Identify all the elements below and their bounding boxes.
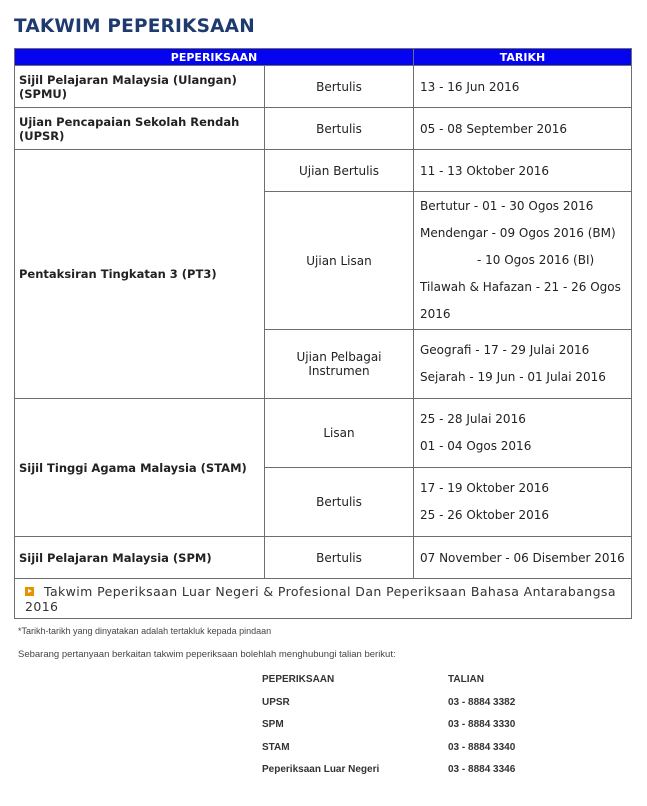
exam-dates xyxy=(414,468,632,537)
exam-component: Bertulis xyxy=(265,537,414,579)
contact-header-row xyxy=(262,673,515,696)
orange-arrow-icon xyxy=(25,587,34,596)
exam-component: Bertulis xyxy=(265,66,414,108)
exam-calendar-table xyxy=(14,48,632,619)
date-line: 01 - 04 Ogos 2016 xyxy=(420,439,532,453)
contact-phone: 03 - 8884 3382 xyxy=(448,696,516,708)
table-row xyxy=(15,150,632,192)
contact-name: STAM xyxy=(262,741,290,753)
date-line: Sejarah - 19 Jun - 01 Julai 2016 xyxy=(420,370,606,384)
exam-component: Lisan xyxy=(265,399,414,468)
table-row xyxy=(15,108,632,150)
table-row xyxy=(15,579,632,619)
header-peperiksaan: PEPERIKSAAN xyxy=(15,49,414,66)
exam-date: 07 November - 06 Disember 2016 xyxy=(414,537,632,579)
exam-component: Bertulis xyxy=(265,108,414,150)
page-title: TAKWIM PEPERIKSAAN xyxy=(14,16,255,37)
exam-name: Sijil Pelajaran Malaysia (SPM) xyxy=(15,537,265,579)
contact-header-phone: TALIAN xyxy=(448,674,484,685)
contact-phone: 03 - 8884 3340 xyxy=(448,741,516,753)
table-header-row xyxy=(15,49,632,66)
table-row xyxy=(15,66,632,108)
date-line: Geografi - 17 - 29 Julai 2016 xyxy=(420,343,590,357)
contact-row xyxy=(262,696,515,719)
contact-table xyxy=(262,673,515,786)
date-line: Mendengar - 09 Ogos 2016 (BM) xyxy=(420,226,616,240)
international-exam-link-cell xyxy=(15,579,632,619)
date-line: Tilawah & Hafazan - 21 - 26 Ogos 2016 xyxy=(420,280,621,321)
date-line: 25 - 28 Julai 2016 xyxy=(420,412,526,426)
contact-phone: 03 - 8884 3330 xyxy=(448,719,516,730)
contact-header-exam: PEPERIKSAAN xyxy=(262,674,335,685)
date-line: - 10 Ogos 2016 (BI) xyxy=(477,253,595,267)
contact-row xyxy=(262,763,515,786)
exam-dates xyxy=(414,399,632,468)
contact-row xyxy=(262,718,515,741)
exam-name: Ujian Pencapaian Sekolah Rendah (UPSR) xyxy=(15,108,265,150)
date-line: Bertutur - 01 - 30 Ogos 2016 xyxy=(420,199,594,213)
exam-component: Ujian Bertulis xyxy=(265,150,414,192)
exam-name: Sijil Pelajaran Malaysia (Ulangan) (SPMU) xyxy=(15,66,265,108)
exam-name: Pentaksiran Tingkatan 3 (PT3) xyxy=(15,150,265,399)
contact-row xyxy=(262,741,515,764)
exam-component: Ujian Lisan xyxy=(265,192,414,330)
contact-phone: 03 - 8884 3346 xyxy=(448,764,516,775)
exam-dates xyxy=(414,192,632,330)
contact-name: UPSR xyxy=(262,696,290,708)
exam-dates xyxy=(414,330,632,399)
contact-name: SPM xyxy=(262,719,284,730)
exam-component: Bertulis xyxy=(265,468,414,537)
contact-name: Peperiksaan Luar Negeri xyxy=(262,764,380,775)
table-row xyxy=(15,537,632,579)
international-exam-calendar-link[interactable]: Takwim Peperiksaan Luar Negeri & Profesional Dan Peperiksaan Bahasa Antarabangsa 2016 xyxy=(25,583,616,614)
date-line: 17 - 19 Oktober 2016 xyxy=(420,481,550,495)
exam-date: 13 - 16 Jun 2016 xyxy=(414,66,632,108)
exam-date: 05 - 08 September 2016 xyxy=(414,108,632,150)
table-row xyxy=(15,399,632,468)
date-line: 25 - 26 Oktober 2016 xyxy=(420,508,550,522)
exam-date: 11 - 13 Oktober 2016 xyxy=(414,150,632,192)
header-tarikh: TARIKH xyxy=(414,49,632,66)
disclaimer-note: *Tarikh-tarikh yang dinyatakan adalah tertakluk kepada pindaan xyxy=(18,626,272,636)
enquiry-text: Sebarang pertanyaan berkaitan takwim peperiksaan bolehlah menghubungi talian berikut: xyxy=(18,649,396,660)
exam-component: Ujian Pelbagai Instrumen xyxy=(265,330,414,399)
exam-name: Sijil Tinggi Agama Malaysia (STAM) xyxy=(15,399,265,537)
